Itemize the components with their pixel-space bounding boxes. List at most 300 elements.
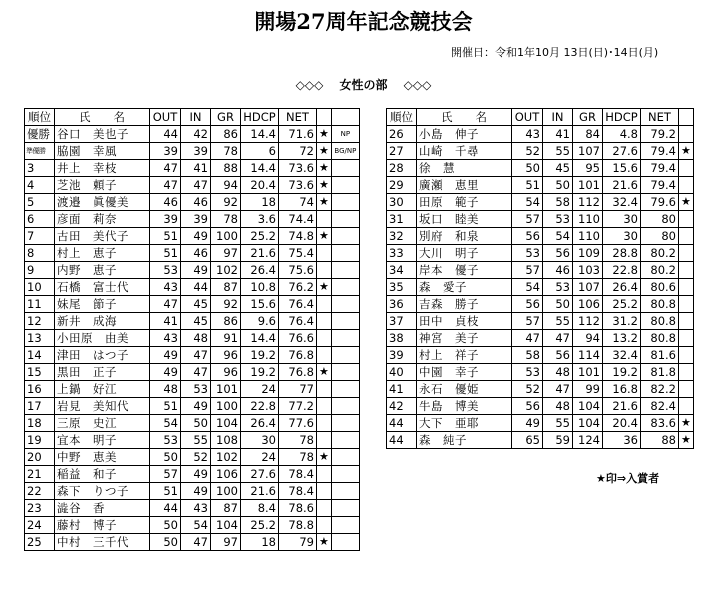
player-name: 岸本 優子 bbox=[417, 262, 512, 279]
handicap: 3.6 bbox=[241, 211, 279, 228]
player-name: 田中 貞枝 bbox=[417, 313, 512, 330]
rank: 13 bbox=[25, 330, 55, 347]
out-score: 54 bbox=[512, 194, 543, 211]
rank: 41 bbox=[387, 381, 417, 398]
winner-mark bbox=[317, 500, 332, 517]
player-name: 坂口 睦美 bbox=[417, 211, 512, 228]
in-score: 55 bbox=[543, 143, 573, 160]
handicap: 20.4 bbox=[603, 415, 641, 432]
gross-score: 102 bbox=[211, 262, 241, 279]
in-score: 54 bbox=[181, 517, 211, 534]
winner-mark: ★ bbox=[679, 143, 694, 160]
out-score: 49 bbox=[150, 347, 181, 364]
gross-score: 104 bbox=[211, 415, 241, 432]
header-note bbox=[331, 109, 359, 126]
player-name: 田原 範子 bbox=[417, 194, 512, 211]
gross-score: 86 bbox=[211, 313, 241, 330]
rank: 25 bbox=[25, 534, 55, 551]
handicap: 8.4 bbox=[241, 500, 279, 517]
out-score: 53 bbox=[512, 364, 543, 381]
handicap: 30 bbox=[603, 228, 641, 245]
rank: 6 bbox=[25, 211, 55, 228]
in-score: 48 bbox=[181, 330, 211, 347]
player-name: 小島 伸子 bbox=[417, 126, 512, 143]
table-row bbox=[387, 228, 694, 245]
header-in: IN bbox=[543, 109, 573, 126]
award-note bbox=[331, 347, 359, 364]
net-score: 80.2 bbox=[641, 262, 679, 279]
handicap: 19.2 bbox=[603, 364, 641, 381]
in-score: 47 bbox=[181, 364, 211, 381]
out-score: 57 bbox=[512, 262, 543, 279]
table-row bbox=[25, 143, 360, 160]
rank: 36 bbox=[387, 296, 417, 313]
handicap: 22.8 bbox=[241, 398, 279, 415]
in-score: 42 bbox=[181, 126, 211, 143]
net-score: 76.4 bbox=[279, 296, 317, 313]
results-table-left bbox=[24, 108, 360, 551]
winner-mark bbox=[317, 245, 332, 262]
rank: 44 bbox=[387, 432, 417, 449]
table-row bbox=[387, 194, 694, 211]
award-note bbox=[331, 466, 359, 483]
net-score: 80 bbox=[641, 211, 679, 228]
out-score: 50 bbox=[150, 534, 181, 551]
player-name: 内野 恵子 bbox=[55, 262, 150, 279]
rank: 5 bbox=[25, 194, 55, 211]
winner-mark: ★ bbox=[317, 194, 332, 211]
player-name: 井上 幸枝 bbox=[55, 160, 150, 177]
handicap: 27.6 bbox=[241, 466, 279, 483]
rank: 10 bbox=[25, 279, 55, 296]
out-score: 56 bbox=[512, 296, 543, 313]
winner-mark bbox=[679, 347, 694, 364]
handicap: 24 bbox=[241, 449, 279, 466]
in-score: 53 bbox=[181, 381, 211, 398]
table-row bbox=[387, 432, 694, 449]
player-name: 岩見 美知代 bbox=[55, 398, 150, 415]
rank: 26 bbox=[387, 126, 417, 143]
net-score: 76.6 bbox=[279, 330, 317, 347]
out-score: 50 bbox=[512, 160, 543, 177]
table-row bbox=[25, 211, 360, 228]
player-name: 藤村 博子 bbox=[55, 517, 150, 534]
gross-score: 99 bbox=[573, 381, 603, 398]
gross-score: 106 bbox=[211, 466, 241, 483]
table-row bbox=[25, 534, 360, 551]
player-name: 妹尾 節子 bbox=[55, 296, 150, 313]
rank: 33 bbox=[387, 245, 417, 262]
in-score: 58 bbox=[543, 194, 573, 211]
table-row bbox=[25, 381, 360, 398]
handicap: 21.6 bbox=[603, 177, 641, 194]
gross-score: 104 bbox=[211, 517, 241, 534]
in-score: 56 bbox=[543, 245, 573, 262]
out-score: 47 bbox=[150, 296, 181, 313]
winner-mark bbox=[317, 517, 332, 534]
handicap: 24 bbox=[241, 381, 279, 398]
out-score: 47 bbox=[150, 177, 181, 194]
out-score: 48 bbox=[150, 381, 181, 398]
table-row bbox=[25, 517, 360, 534]
gross-score: 96 bbox=[211, 347, 241, 364]
award-note bbox=[331, 381, 359, 398]
gross-score: 92 bbox=[211, 194, 241, 211]
winner-mark: ★ bbox=[679, 432, 694, 449]
header-rank: 順位 bbox=[387, 109, 417, 126]
net-score: 80.2 bbox=[641, 245, 679, 262]
winner-mark: ★ bbox=[317, 364, 332, 381]
winner-mark: ★ bbox=[317, 449, 332, 466]
in-score: 48 bbox=[543, 398, 573, 415]
winner-mark: ★ bbox=[679, 415, 694, 432]
out-score: 52 bbox=[512, 381, 543, 398]
winner-mark bbox=[317, 313, 332, 330]
table-row bbox=[25, 296, 360, 313]
gross-score: 124 bbox=[573, 432, 603, 449]
table-row bbox=[387, 279, 694, 296]
winner-mark bbox=[679, 398, 694, 415]
table-row bbox=[387, 211, 694, 228]
net-score: 83.6 bbox=[641, 415, 679, 432]
rank: 9 bbox=[25, 262, 55, 279]
gross-score: 94 bbox=[211, 177, 241, 194]
gross-score: 103 bbox=[573, 262, 603, 279]
in-score: 50 bbox=[181, 415, 211, 432]
gross-score: 97 bbox=[211, 245, 241, 262]
table-header-row bbox=[387, 109, 694, 126]
handicap: 14.4 bbox=[241, 330, 279, 347]
gross-score: 108 bbox=[211, 432, 241, 449]
gross-score: 104 bbox=[573, 398, 603, 415]
in-score: 49 bbox=[181, 228, 211, 245]
winner-mark: ★ bbox=[317, 534, 332, 551]
gross-score: 102 bbox=[211, 449, 241, 466]
header-handicap: HDCP bbox=[603, 109, 641, 126]
award-note: NP bbox=[331, 126, 359, 143]
award-note bbox=[331, 279, 359, 296]
net-score: 76.8 bbox=[279, 364, 317, 381]
in-score: 43 bbox=[181, 500, 211, 517]
out-score: 57 bbox=[512, 313, 543, 330]
out-score: 51 bbox=[150, 228, 181, 245]
out-score: 57 bbox=[150, 466, 181, 483]
handicap: 4.8 bbox=[603, 126, 641, 143]
rank: 17 bbox=[25, 398, 55, 415]
rank: 16 bbox=[25, 381, 55, 398]
header-name: 氏 名 bbox=[55, 109, 150, 126]
net-score: 79.4 bbox=[641, 143, 679, 160]
rank: 44 bbox=[387, 415, 417, 432]
out-score: 51 bbox=[512, 177, 543, 194]
net-score: 80.6 bbox=[641, 279, 679, 296]
header-rank: 順位 bbox=[25, 109, 55, 126]
player-name: 中園 幸子 bbox=[417, 364, 512, 381]
in-score: 48 bbox=[543, 364, 573, 381]
handicap: 18 bbox=[241, 194, 279, 211]
gross-score: 100 bbox=[211, 228, 241, 245]
player-name: 永石 優姫 bbox=[417, 381, 512, 398]
header-name: 氏 名 bbox=[417, 109, 512, 126]
winner-mark bbox=[679, 364, 694, 381]
out-score: 50 bbox=[150, 517, 181, 534]
player-name: 渡邉 眞優美 bbox=[55, 194, 150, 211]
handicap: 14.4 bbox=[241, 160, 279, 177]
player-name: 吉森 勝子 bbox=[417, 296, 512, 313]
gross-score: 78 bbox=[211, 211, 241, 228]
net-score: 76.2 bbox=[279, 279, 317, 296]
gross-score: 110 bbox=[573, 228, 603, 245]
award-note bbox=[331, 296, 359, 313]
rank: 15 bbox=[25, 364, 55, 381]
table-row bbox=[25, 415, 360, 432]
table-row bbox=[25, 449, 360, 466]
player-name: 別府 和泉 bbox=[417, 228, 512, 245]
net-score: 80.8 bbox=[641, 330, 679, 347]
gross-score: 78 bbox=[211, 143, 241, 160]
winner-mark bbox=[317, 466, 332, 483]
winner-mark: ★ bbox=[317, 126, 332, 143]
handicap: 32.4 bbox=[603, 347, 641, 364]
in-score: 47 bbox=[543, 330, 573, 347]
winner-mark bbox=[679, 177, 694, 194]
in-score: 39 bbox=[181, 143, 211, 160]
player-name: 古田 美代子 bbox=[55, 228, 150, 245]
in-score: 45 bbox=[181, 313, 211, 330]
net-score: 74.4 bbox=[279, 211, 317, 228]
net-score: 77.2 bbox=[279, 398, 317, 415]
table-row bbox=[25, 262, 360, 279]
winner-mark bbox=[317, 330, 332, 347]
player-name: 村上 祥子 bbox=[417, 347, 512, 364]
handicap: 25.2 bbox=[603, 296, 641, 313]
gross-score: 101 bbox=[573, 364, 603, 381]
out-score: 56 bbox=[512, 398, 543, 415]
net-score: 78.4 bbox=[279, 483, 317, 500]
rank: 3 bbox=[25, 160, 55, 177]
award-note bbox=[331, 160, 359, 177]
award-note bbox=[331, 245, 359, 262]
net-score: 72 bbox=[279, 143, 317, 160]
player-name: 石橋 富士代 bbox=[55, 279, 150, 296]
in-score: 46 bbox=[543, 262, 573, 279]
table-row bbox=[387, 347, 694, 364]
net-score: 78.4 bbox=[279, 466, 317, 483]
award-note bbox=[331, 262, 359, 279]
table-row bbox=[387, 160, 694, 177]
out-score: 41 bbox=[150, 313, 181, 330]
rank: 35 bbox=[387, 279, 417, 296]
in-score: 53 bbox=[543, 279, 573, 296]
table-row bbox=[25, 398, 360, 415]
rank: 42 bbox=[387, 398, 417, 415]
in-score: 46 bbox=[181, 245, 211, 262]
out-score: 49 bbox=[150, 364, 181, 381]
handicap: 31.2 bbox=[603, 313, 641, 330]
table-row bbox=[387, 245, 694, 262]
gross-score: 112 bbox=[573, 313, 603, 330]
rank: 37 bbox=[387, 313, 417, 330]
player-name: 脇園 幸風 bbox=[55, 143, 150, 160]
net-score: 77 bbox=[279, 381, 317, 398]
player-name: 山崎 千尋 bbox=[417, 143, 512, 160]
in-score: 47 bbox=[181, 534, 211, 551]
header-handicap: HDCP bbox=[241, 109, 279, 126]
results-table-right bbox=[386, 108, 694, 449]
net-score: 73.6 bbox=[279, 160, 317, 177]
division-title: ◇◇◇ 女性の部 ◇◇◇ bbox=[295, 78, 432, 92]
out-score: 47 bbox=[512, 330, 543, 347]
header-mark bbox=[317, 109, 332, 126]
rank: 優勝 bbox=[25, 126, 55, 143]
header-out: OUT bbox=[512, 109, 543, 126]
gross-score: 88 bbox=[211, 160, 241, 177]
rank: 準優勝 bbox=[25, 143, 55, 160]
winner-mark bbox=[317, 211, 332, 228]
player-name: 廣瀬 恵里 bbox=[417, 177, 512, 194]
out-score: 56 bbox=[512, 228, 543, 245]
gross-score: 96 bbox=[211, 364, 241, 381]
gross-score: 104 bbox=[573, 415, 603, 432]
in-score: 50 bbox=[543, 177, 573, 194]
handicap: 15.6 bbox=[241, 296, 279, 313]
player-name: 森 純子 bbox=[417, 432, 512, 449]
table-row bbox=[25, 500, 360, 517]
player-name: 谷口 美也子 bbox=[55, 126, 150, 143]
winner-mark: ★ bbox=[317, 228, 332, 245]
in-score: 45 bbox=[181, 296, 211, 313]
handicap: 21.6 bbox=[241, 245, 279, 262]
rank: 18 bbox=[25, 415, 55, 432]
award-note bbox=[331, 364, 359, 381]
gross-score: 87 bbox=[211, 279, 241, 296]
out-score: 44 bbox=[150, 500, 181, 517]
handicap: 14.4 bbox=[241, 126, 279, 143]
handicap: 20.4 bbox=[241, 177, 279, 194]
table-row bbox=[387, 313, 694, 330]
player-name: 稲益 和子 bbox=[55, 466, 150, 483]
out-score: 51 bbox=[150, 483, 181, 500]
gross-score: 107 bbox=[573, 279, 603, 296]
rank: 29 bbox=[387, 177, 417, 194]
winner-legend: ★印⇒入賞者 bbox=[596, 472, 660, 485]
in-score: 39 bbox=[181, 211, 211, 228]
gross-score: 84 bbox=[573, 126, 603, 143]
in-score: 49 bbox=[181, 398, 211, 415]
award-note: BG/NP bbox=[331, 143, 359, 160]
handicap: 19.2 bbox=[241, 347, 279, 364]
handicap: 6 bbox=[241, 143, 279, 160]
table-row bbox=[387, 143, 694, 160]
player-name: 三原 史江 bbox=[55, 415, 150, 432]
in-score: 45 bbox=[543, 160, 573, 177]
net-score: 79 bbox=[279, 534, 317, 551]
handicap: 28.8 bbox=[603, 245, 641, 262]
header-in: IN bbox=[181, 109, 211, 126]
event-date: 開催日：令和1年10月 13日(日)･14日(月) bbox=[451, 46, 659, 59]
gross-score: 110 bbox=[573, 211, 603, 228]
out-score: 39 bbox=[150, 211, 181, 228]
winner-mark bbox=[679, 160, 694, 177]
out-score: 39 bbox=[150, 143, 181, 160]
winner-mark bbox=[317, 347, 332, 364]
results-body-left bbox=[25, 126, 360, 551]
out-score: 43 bbox=[150, 330, 181, 347]
net-score: 88 bbox=[641, 432, 679, 449]
out-score: 43 bbox=[150, 279, 181, 296]
winner-mark: ★ bbox=[317, 279, 332, 296]
out-score: 53 bbox=[512, 245, 543, 262]
header-net: NET bbox=[279, 109, 317, 126]
in-score: 41 bbox=[181, 160, 211, 177]
out-score: 46 bbox=[150, 194, 181, 211]
net-score: 81.8 bbox=[641, 364, 679, 381]
table-row bbox=[25, 126, 360, 143]
table-row bbox=[387, 262, 694, 279]
in-score: 46 bbox=[181, 194, 211, 211]
table-row bbox=[387, 398, 694, 415]
rank: 38 bbox=[387, 330, 417, 347]
net-score: 82.4 bbox=[641, 398, 679, 415]
results-body-right bbox=[387, 126, 694, 449]
winner-mark bbox=[679, 245, 694, 262]
gross-score: 100 bbox=[211, 483, 241, 500]
rank: 40 bbox=[387, 364, 417, 381]
award-note bbox=[331, 194, 359, 211]
winner-mark bbox=[317, 415, 332, 432]
header-gross: GR bbox=[211, 109, 241, 126]
rank: 4 bbox=[25, 177, 55, 194]
award-note bbox=[331, 398, 359, 415]
award-note bbox=[331, 211, 359, 228]
handicap: 26.4 bbox=[241, 262, 279, 279]
gross-score: 92 bbox=[211, 296, 241, 313]
in-score: 52 bbox=[181, 449, 211, 466]
header-gross: GR bbox=[573, 109, 603, 126]
gross-score: 94 bbox=[573, 330, 603, 347]
rank: 27 bbox=[387, 143, 417, 160]
table-row bbox=[25, 279, 360, 296]
net-score: 80 bbox=[641, 228, 679, 245]
out-score: 51 bbox=[150, 245, 181, 262]
rank: 20 bbox=[25, 449, 55, 466]
table-row bbox=[25, 483, 360, 500]
winner-mark bbox=[317, 398, 332, 415]
rank: 14 bbox=[25, 347, 55, 364]
handicap: 21.6 bbox=[603, 398, 641, 415]
handicap: 25.2 bbox=[241, 228, 279, 245]
handicap: 9.6 bbox=[241, 313, 279, 330]
winner-mark bbox=[679, 262, 694, 279]
rank: 21 bbox=[25, 466, 55, 483]
net-score: 73.6 bbox=[279, 177, 317, 194]
player-name: 小田原 由美 bbox=[55, 330, 150, 347]
out-score: 54 bbox=[150, 415, 181, 432]
out-score: 57 bbox=[512, 211, 543, 228]
rank: 19 bbox=[25, 432, 55, 449]
table-row bbox=[25, 177, 360, 194]
winner-mark bbox=[317, 262, 332, 279]
net-score: 80.8 bbox=[641, 296, 679, 313]
net-score: 82.2 bbox=[641, 381, 679, 398]
in-score: 59 bbox=[543, 432, 573, 449]
in-score: 47 bbox=[181, 177, 211, 194]
net-score: 76.8 bbox=[279, 347, 317, 364]
player-name: 森 愛子 bbox=[417, 279, 512, 296]
handicap: 32.4 bbox=[603, 194, 641, 211]
table-row bbox=[25, 330, 360, 347]
gross-score: 109 bbox=[573, 245, 603, 262]
